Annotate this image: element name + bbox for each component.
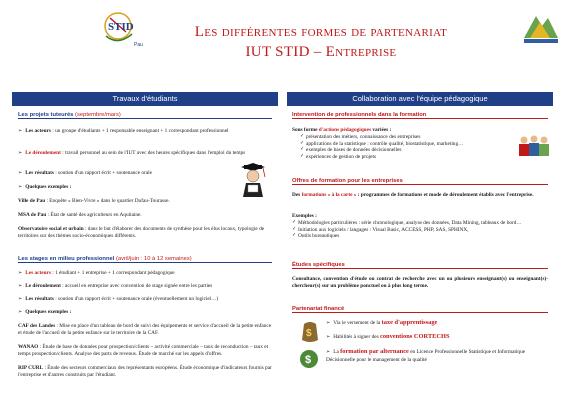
stages-example-3: RIP CURL : Étude des secteurs commerciaux des représentants européens. Étude économique d'indicateurs fournis par l'entreprise et d'autres construits par l'étudiant. <box>18 365 272 378</box>
intervention-item: ✓ exemples de bases de données décisionnelles <box>300 147 505 154</box>
svg-text:$: $ <box>306 328 312 339</box>
intervention-list <box>300 134 505 160</box>
offres-intro: Des formations « à la carte » : programmes de formations et mode de déroulement établis avec l'entreprise. <box>292 192 534 198</box>
offres-item: ✓ Outils bureautiques <box>292 233 532 240</box>
offres-examples-label: Exemples : <box>292 213 317 219</box>
right-banner: Collaboration avec l'équipe pédagogique <box>287 92 553 106</box>
etudes-heading: Études spécifiques <box>292 262 548 269</box>
projects-example-2: MSA de Pau : État de santé des agriculteurs en Aquitaine. <box>18 212 142 218</box>
stages-examples-label: ➢ Quelques exemples : <box>18 309 270 317</box>
projects-heading: Les projets tuteurés (septembre/mars) <box>18 112 272 119</box>
stages-actors: ➢ Les acteurs : 1 étudiant + 1 entreprise + 1 correspondant pédagogique <box>18 270 270 278</box>
people-icon <box>516 134 550 167</box>
intervention-item: ✓ applications de la statistique : contrôle qualité, biostatistique, marketing… <box>300 141 505 148</box>
projects-example-1: Ville de Pau : Enquête « Bien-Vivre » dans le quartier Dufau-Tourasse. <box>18 198 170 204</box>
page-subtitle: IUT STID – Entreprise <box>245 44 397 60</box>
stages-results: ➢ Les résultats : soutien d'un rapport écrit + soutenance orale (éventuellement un logiciel…) <box>18 296 270 304</box>
etudes-text: Consultance, convention d'étude ou contrat de recherche avec un ou plusieurs enseignant(s) ou enseignant(s)-chercheur(s) sur un problème ponctuel ou à plus long terme. <box>292 276 548 289</box>
page-title: Les différentes formes de partenariat <box>194 24 448 40</box>
svg-text:STID: STID <box>108 21 134 33</box>
projects-process: ➢ Le déroulement : travail personnel au sein de l'IUT avec des heures spécifiques dans l'emploi du temps <box>18 150 270 158</box>
finance-item-3: ➢ La formation par alternance en Licence Professionnelle Statistique et Informatique Décisionnelle pour le management de la qualité <box>326 349 548 363</box>
intervention-item: ✓ expériences de gestion de projets <box>300 154 505 161</box>
stages-heading: Les stages en milieu professionnel (avril/juin : 10 à 12 semaines) <box>18 256 272 263</box>
projects-results: ➢ Les résultats : soutien d'un rapport écrit + soutenance orale <box>18 170 238 178</box>
left-banner: Travaux d'étudiants <box>12 92 278 106</box>
intervention-item: ✓ présentation des métiers, connaissance des entreprises <box>300 134 505 141</box>
intervention-intro: Sous forme d'actions pédagogiques variées : <box>292 127 392 133</box>
finance-item-1: ➢ Via le versement de la taxe d'apprentissage <box>326 320 548 328</box>
finance-heading: Partenariat financé <box>292 306 548 313</box>
finance-item-2: ➢ Habilités à signer des conventions CORTECHS <box>326 334 548 342</box>
stages-example-2: WANAO : Étude de base de données pour prospection/clients – activité commerciale – taux de reconduction – taux et temps prospection/clients. Analyse des parts de revenus. Étude de marché sur les appels d'offres. <box>18 344 269 357</box>
offres-list <box>292 220 532 240</box>
projects-actors: ➢ Les acteurs : un groupe d'étudiants + 1 responsable enseignant + 1 correspondant professionnel <box>18 128 270 136</box>
stages-process: ➢ Le déroulement : accueil en entreprise avec convention de stage signée entre les parties <box>18 283 270 291</box>
money-icon <box>298 318 322 349</box>
offres-item: ✓ Méthodologies particulières : série chronologique, analyse des données, Data Mining, tableaux de bord… <box>292 220 532 227</box>
offres-heading: Offres de formation pour les entreprises <box>292 178 548 185</box>
offres-item: ✓ Initiation aux logiciels / langages : Visual Basic, ACCESS, PHP, SAS, SPHINX, <box>292 227 532 234</box>
projects-examples-label: ➢ Quelques exemples : <box>18 184 238 192</box>
intervention-heading: Intervention de professionnels dans la formation <box>292 112 548 119</box>
stages-example-1: CAF des Landes : Mise en place d'un tableau de bord de suivi des équipements et service d'accueil de la petite enfance et étude de l'accueil de la petite enfance sur le territoire de la CAF. <box>18 323 272 336</box>
upp-logo <box>520 8 560 50</box>
svg-text:Pau: Pau <box>134 42 143 48</box>
stid-logo <box>96 6 148 52</box>
dollar-icon <box>298 348 320 375</box>
graduate-icon <box>238 163 268 204</box>
projects-example-3: Observatoire social et urbain : dans le but d'élaborer des documents de synthèse pour les élus locaux, typologie de territoires sur des thèmes socio-économiques différents. <box>18 226 265 239</box>
svg-text:$: $ <box>305 354 312 366</box>
